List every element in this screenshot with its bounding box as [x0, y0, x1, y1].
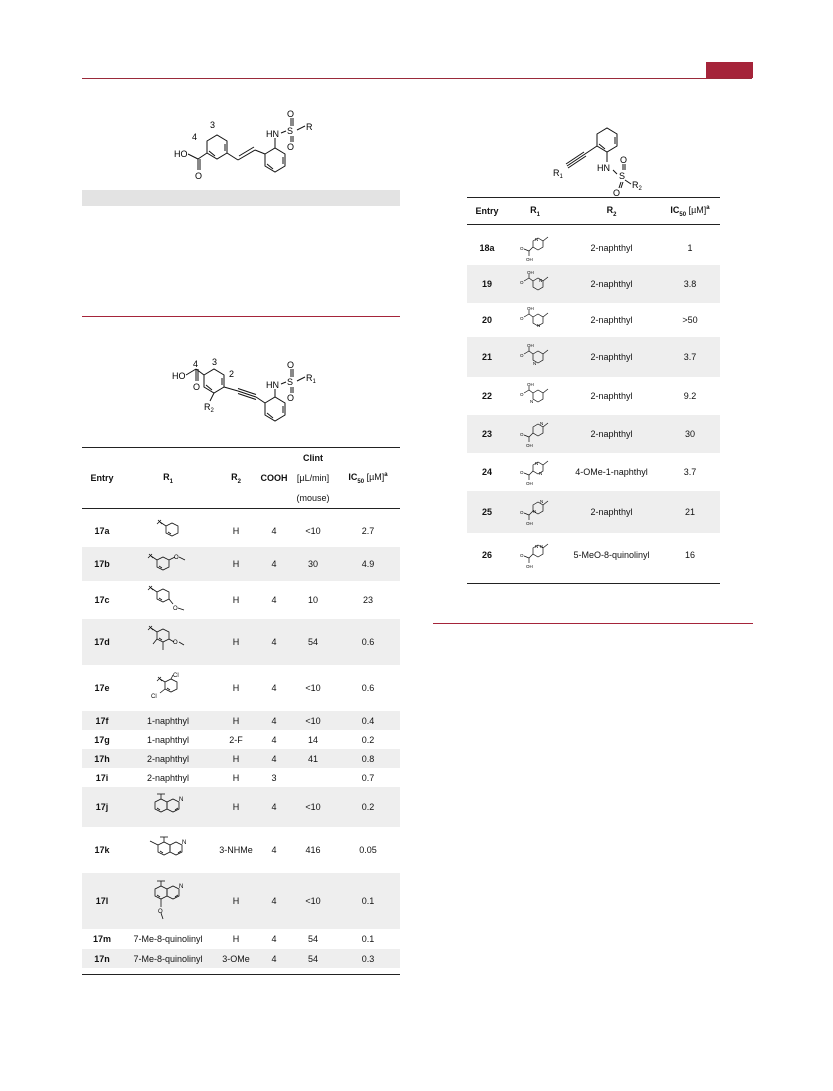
svg-text:N: N	[540, 499, 544, 504]
svg-text:N: N	[537, 323, 541, 328]
table2-cell-entry: 23	[467, 415, 507, 453]
s1-hydroxyl: HO	[174, 149, 188, 159]
s2-hydroxyl: HO	[172, 371, 186, 381]
table-row	[467, 533, 720, 577]
table-row	[82, 730, 400, 749]
table-row	[467, 231, 720, 265]
table1-cell-r2: H	[214, 787, 258, 827]
table1-cell-entry: 17g	[94, 734, 110, 745]
s1-position-4: 4	[192, 132, 198, 142]
table1-cell-clint: 54	[290, 619, 336, 665]
table1-cell-ic50: 0.2	[361, 734, 375, 745]
table2-cell-r2: 2-naphthyl	[563, 265, 660, 303]
table1-cell-entry: 17f	[82, 711, 122, 730]
table2-header-row	[467, 198, 720, 225]
svg-text:N: N	[535, 461, 539, 466]
table-row	[82, 515, 400, 547]
table2-header-r2: $R_2$	[606, 204, 617, 218]
table2-cell-r2: 2-naphthyl	[563, 337, 660, 377]
scaffold-alkyne-structure	[160, 355, 330, 440]
table2-cell-ic50: 3.7	[683, 467, 697, 477]
table1-cell-ic50: 0.2	[336, 787, 400, 827]
table1-cell-entry: 17b	[82, 547, 122, 581]
table2-cell-r2: 2-naphthyl	[563, 491, 660, 533]
table1-cell-r2: 2-F	[229, 734, 243, 745]
s1-position-3: 3	[210, 120, 216, 130]
table1-cell-cooh: 4	[258, 711, 290, 730]
table2-cell-r1-structure	[507, 491, 563, 533]
table-row	[467, 265, 720, 303]
svg-text:O: O	[520, 432, 524, 437]
section-rule-left	[82, 316, 400, 317]
s2-position-2: 2	[229, 369, 235, 379]
table1-header-ic50: $IC_{50}$ $[\mu M]^a$	[348, 471, 388, 485]
table2-cell-r2: 4-OMe-1-naphthyl	[575, 467, 648, 477]
table1-cell-entry: 17i	[95, 772, 109, 783]
svg-text:N: N	[179, 797, 184, 803]
table-heteroaryl-sar	[467, 197, 720, 584]
table-row	[82, 949, 400, 968]
scheme-caption-bar	[82, 190, 400, 206]
table1-cell-clint: 54	[290, 949, 336, 968]
table-row	[82, 665, 400, 711]
svg-text:N: N	[179, 884, 184, 890]
table1-cell-cooh: 3	[271, 772, 277, 783]
table2-header-ic50: $IC_{50}$ $[\mu M]^a$	[670, 204, 710, 218]
table1-cell-entry: 17j	[82, 787, 122, 827]
table1-cell-clint: <10	[305, 526, 321, 536]
s3-sulfur: S	[619, 171, 626, 181]
table2-header-r1: $R_1$	[530, 204, 540, 218]
svg-text:O: O	[520, 280, 524, 285]
table1-cell-clint: 54	[307, 934, 318, 944]
s2-sulfonyl-o-bottom: O	[287, 393, 295, 403]
svg-text:O: O	[173, 640, 178, 646]
table1-header-r1: $R_1$	[163, 471, 173, 485]
table1-cell-ic50: 0.1	[336, 873, 400, 929]
svg-text:O: O	[520, 353, 524, 358]
table1-cell-cooh: 4	[271, 595, 277, 605]
svg-text:O: O	[520, 246, 524, 251]
table2-cell-ic50: 21	[660, 491, 720, 533]
table1-cell-entry: 17e	[94, 683, 110, 693]
table1-cell-r1: 1-naphthyl	[122, 711, 214, 730]
svg-text:O: O	[520, 316, 524, 321]
table2-cell-r1-structure	[507, 377, 563, 415]
svg-text:OH: OH	[526, 521, 533, 526]
table2-cell-r1-structure	[507, 265, 563, 303]
svg-text:Cl: Cl	[151, 694, 157, 700]
svg-text:N: N	[530, 399, 534, 404]
table1-cell-cooh: 4	[271, 845, 277, 855]
svg-text:O: O	[520, 510, 524, 515]
table1-cell-cooh: 4	[258, 547, 290, 581]
table1-cell-clint: <10	[290, 787, 336, 827]
table-row	[467, 491, 720, 533]
table1-cell-cooh: 4	[271, 683, 277, 693]
table-row	[467, 415, 720, 453]
table1-cell-cooh: 4	[271, 734, 277, 745]
table1-cell-entry: 17d	[82, 619, 122, 665]
s3-r2-label: $R_2$	[632, 180, 642, 192]
svg-text:O: O	[520, 553, 524, 558]
table1-cell-r1-structure	[122, 827, 214, 873]
table2-cell-r2: 5-MeO-8-quinolinyl	[573, 550, 650, 560]
s2-carbonyl-o: O	[193, 382, 201, 392]
table1-cell-r2: H	[214, 711, 258, 730]
table2-cell-entry: 19	[467, 265, 507, 303]
svg-text:OH: OH	[527, 306, 534, 311]
section-rule-right	[433, 623, 753, 624]
table1-cell-r1-structure	[122, 787, 214, 827]
svg-text:OH: OH	[527, 270, 534, 275]
svg-text:N: N	[539, 471, 543, 476]
table2-cell-r1-structure	[507, 533, 563, 577]
table1-header-cooh: COOH	[260, 473, 288, 483]
table1-header-r2: $R_2$	[231, 471, 241, 485]
scaffold-right-structure	[545, 112, 655, 197]
table-row	[82, 749, 400, 768]
table1-cell-r2: 3-OMe	[214, 949, 258, 968]
table-row	[467, 377, 720, 415]
table1-cell-r2: H	[214, 547, 258, 581]
table1-cell-r1-structure	[122, 547, 214, 581]
table1-cell-ic50: 4.9	[336, 547, 400, 581]
table1-cell-r2: H	[214, 619, 258, 665]
table1-cell-cooh: 4	[258, 949, 290, 968]
svg-text:O: O	[174, 555, 179, 561]
svg-text:N: N	[533, 361, 537, 366]
table-row	[82, 711, 400, 730]
table1-cell-clint: <10	[290, 711, 336, 730]
table2-cell-ic50: 1	[687, 243, 693, 253]
table1-cell-ic50: 0.4	[336, 711, 400, 730]
table2-cell-r1-structure	[507, 415, 563, 453]
s3-r1-label: $R_1$	[553, 168, 563, 180]
header-page-tab	[706, 62, 753, 78]
svg-text:N: N	[539, 278, 543, 283]
table1-cell-clint: 14	[307, 734, 318, 745]
table1-cell-r2: H	[232, 526, 240, 536]
s3-nh: HN	[597, 163, 610, 173]
table2-cell-entry: 26	[481, 550, 492, 560]
table2-cell-ic50: 16	[684, 550, 695, 560]
table1-header-clint	[290, 448, 336, 509]
table1-cell-r2: H	[214, 873, 258, 929]
table1-cell-r2: H	[232, 595, 240, 605]
scaffold-stilbene-structure	[160, 108, 320, 188]
s2-position-4: 4	[193, 359, 199, 369]
table1-cell-r2: H	[214, 749, 258, 768]
table2-cell-ic50: 3.8	[660, 265, 720, 303]
svg-text:N: N	[540, 544, 544, 549]
table2-cell-r2: 2-naphthyl	[590, 391, 633, 401]
table2-cell-r2: 2-naphthyl	[563, 415, 660, 453]
table1-cell-cooh: 4	[271, 526, 277, 536]
s2-position-3: 3	[212, 357, 218, 367]
s1-carbonyl-o: O	[195, 171, 203, 181]
table1-cell-ic50: 0.7	[361, 772, 375, 783]
table1-header-row	[82, 448, 400, 509]
svg-text:OH: OH	[527, 343, 534, 348]
table2-cell-ic50: 9.2	[683, 391, 697, 401]
table1-cell-entry: 17c	[94, 595, 110, 605]
table1-cell-entry: 17h	[82, 749, 122, 768]
svg-text:OH: OH	[526, 564, 533, 569]
table1-header-entry: Entry	[90, 473, 114, 483]
svg-text:N: N	[535, 544, 539, 549]
s1-nh: HN	[266, 129, 279, 139]
svg-text:OH: OH	[526, 443, 533, 448]
table1-cell-entry: 17m	[92, 934, 111, 944]
table1-cell-entry: 17n	[82, 949, 122, 968]
svg-text:O: O	[173, 606, 178, 612]
table1-cell-ic50: 0.05	[359, 845, 377, 855]
table2-cell-entry: 21	[467, 337, 507, 377]
svg-text:N: N	[182, 840, 187, 846]
s2-nh: HN	[266, 380, 279, 390]
s2-sulfonyl-o-top: O	[287, 360, 295, 370]
table1-cell-ic50: 0.8	[336, 749, 400, 768]
s1-sulfur: S	[287, 126, 294, 136]
s1-sulfonyl-o-bottom: O	[287, 142, 295, 152]
table1-cell-clint	[290, 768, 336, 787]
table-row	[82, 619, 400, 665]
table2-cell-r2: 2-naphthyl	[590, 315, 633, 325]
s2-r1-label: $R_1$	[306, 373, 316, 385]
table-alkyne-sar	[82, 447, 400, 975]
table2-cell-entry: 20	[481, 315, 492, 325]
svg-text:O: O	[520, 470, 524, 475]
table1-cell-clint: 10	[307, 595, 318, 605]
table2-cell-r2: 2-naphthyl	[590, 243, 633, 253]
table-row	[82, 581, 400, 619]
table1-cell-ic50: 23	[362, 595, 373, 605]
table1-header-clint-l2: [µL/min]	[296, 473, 330, 483]
table1-cell-cooh: 4	[258, 619, 290, 665]
table1-cell-r1: 2-naphthyl	[122, 749, 214, 768]
svg-text:OH: OH	[527, 382, 534, 387]
table2-cell-r1-structure	[507, 337, 563, 377]
table2-cell-r1-structure	[507, 231, 563, 265]
table1-cell-r1: 1-naphthyl	[146, 734, 190, 745]
table1-cell-r2: H	[232, 934, 240, 944]
table1-cell-r1-structure	[122, 619, 214, 665]
table1-cell-ic50: 0.6	[361, 683, 375, 693]
table1-cell-r1: 7-Me-8-quinolinyl	[133, 934, 203, 944]
s3-sulfonyl-o-top: O	[620, 155, 628, 165]
table1-cell-ic50: 2.7	[361, 526, 375, 536]
table1-cell-entry: 17k	[94, 845, 110, 855]
table1-cell-r1-structure	[122, 665, 214, 711]
table2-header-entry: Entry	[475, 206, 499, 216]
table1-cell-ic50: 0.3	[336, 949, 400, 968]
table-row	[82, 547, 400, 581]
table-row	[82, 787, 400, 827]
s1-r-group: R	[306, 122, 313, 132]
svg-text:OH: OH	[526, 481, 533, 486]
table1-cell-r1-structure	[122, 515, 214, 547]
s2-r2-label: $R_2$	[204, 402, 214, 414]
table2-cell-entry: 18a	[479, 243, 495, 253]
table-row	[467, 303, 720, 337]
table1-cell-cooh: 4	[258, 873, 290, 929]
table1-cell-r2: H	[232, 772, 240, 783]
table1-cell-clint: 30	[290, 547, 336, 581]
table2-cell-r1-structure	[507, 303, 563, 337]
table1-header-clint-l3: (mouse)	[296, 493, 330, 503]
table1-cell-clint: 41	[290, 749, 336, 768]
table1-cell-entry: 17a	[94, 526, 110, 536]
table1-cell-ic50: 0.1	[361, 934, 375, 944]
table1-cell-clint: <10	[305, 683, 321, 693]
table2-cell-ic50: >50	[682, 315, 698, 325]
table1-header-clint-l1: Clint	[303, 453, 323, 463]
table1-cell-r1-structure	[122, 873, 214, 929]
table1-cell-r1-structure	[122, 581, 214, 619]
table2-cell-entry: 22	[481, 391, 492, 401]
table-row	[467, 337, 720, 377]
table2-cell-entry: 25	[467, 491, 507, 533]
svg-text:O: O	[520, 392, 524, 397]
table-row	[82, 827, 400, 873]
table1-cell-r1: 7-Me-8-quinolinyl	[122, 949, 214, 968]
svg-text:N: N	[540, 421, 544, 426]
table1-cell-cooh: 4	[258, 749, 290, 768]
table2-cell-r1-structure	[507, 453, 563, 491]
s2-sulfur: S	[287, 377, 294, 387]
table1-cell-r2: H	[232, 683, 240, 693]
table1-cell-cooh: 4	[258, 787, 290, 827]
table1-cell-r1: 2-naphthyl	[146, 772, 190, 783]
table1-cell-cooh: 4	[271, 934, 277, 944]
svg-text:N: N	[535, 237, 539, 242]
svg-text:OH: OH	[526, 257, 533, 262]
table-row	[467, 453, 720, 491]
s3-sulfonyl-o-bottom: O	[613, 188, 621, 197]
table1-cell-clint: 416	[305, 845, 321, 855]
svg-text:O: O	[158, 909, 163, 915]
svg-text:N: N	[533, 509, 537, 514]
table1-cell-clint: <10	[290, 873, 336, 929]
table2-cell-ic50: 3.7	[660, 337, 720, 377]
table2-cell-entry: 24	[481, 467, 492, 477]
header-rule	[82, 78, 752, 79]
table-row	[82, 873, 400, 929]
table-row	[82, 929, 400, 949]
svg-text:Cl: Cl	[173, 673, 179, 679]
s1-sulfonyl-o-top: O	[287, 109, 295, 119]
table1-cell-entry: 17l	[82, 873, 122, 929]
table2-cell-ic50: 30	[660, 415, 720, 453]
table1-cell-ic50: 0.6	[336, 619, 400, 665]
table1-cell-r2: 3-NHMe	[219, 845, 253, 855]
table-row	[82, 768, 400, 787]
